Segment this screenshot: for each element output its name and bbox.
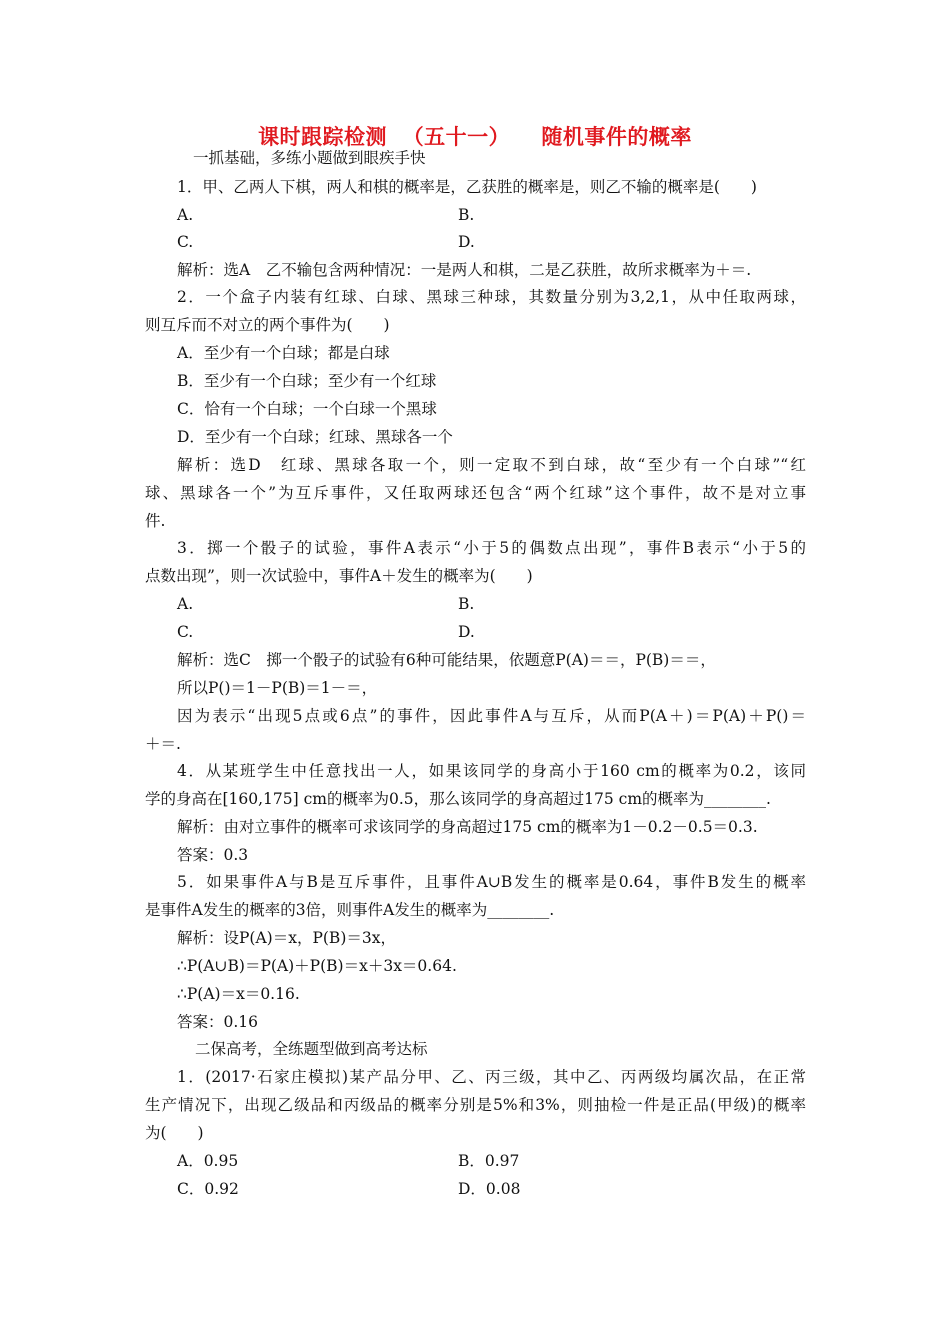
- q3-stem-line1: 3．掷一个骰子的试验，事件A表示“小于5的偶数点出现”，事件B表示“小于5的: [177, 539, 806, 557]
- q2-analysis-line3: 件.: [145, 512, 166, 530]
- q3-analysis-line2: 所以P()＝1－P(B)＝1－＝，: [177, 679, 378, 697]
- p1-option-b: B．0.97: [458, 1152, 520, 1170]
- q3-option-d: D.: [458, 623, 475, 641]
- q2-analysis-line1: 解析：选D 红球、黑球各取一个，则一定取不到白球，故“至少有一个白球”“红: [177, 456, 806, 474]
- p1-stem-line3: 为( ): [145, 1124, 204, 1142]
- q4-stem-line2: 学的身高在[160,175] cm的概率为0.5，那么该同学的身高超过175 cm的概率为________.: [145, 790, 771, 808]
- q1-option-c: C.: [177, 233, 194, 251]
- q3-analysis-line3: 因为表示“出现5点或6点”的事件，因此事件A与互斥，从而P(A＋)＝P(A)＋P()＝: [177, 707, 806, 725]
- p1-option-c: C．0.92: [177, 1180, 239, 1198]
- q1-option-b: B.: [458, 206, 475, 224]
- section-heading-advanced: 二保高考，全练题型做到高考达标: [195, 1040, 428, 1058]
- p1-option-d: D．0.08: [458, 1180, 521, 1198]
- q5-answer: 答案：0.16: [177, 1013, 259, 1031]
- q2-option-c: C．恰有一个白球；一个白球一个黑球: [177, 400, 437, 418]
- q5-stem-line1: 5．如果事件A与B是互斥事件，且事件A∪B发生的概率是0.64，事件B发生的概率: [177, 873, 806, 891]
- q5-analysis-line3: ∴P(A)＝x＝0.16.: [177, 985, 300, 1003]
- q1-option-a: A.: [177, 206, 194, 224]
- p1-option-a: A．0.95: [177, 1152, 239, 1170]
- p1-stem-line1: 1．(2017·石家庄模拟)某产品分甲、乙、丙三级，其中乙、丙两级均属次品，在正常: [177, 1068, 806, 1086]
- q4-stem-line1: 4．从某班学生中任意找出一人，如果该同学的身高小于160 cm的概率为0.2，该同: [177, 762, 806, 780]
- q2-option-d: D．至少有一个白球；红球、黑球各一个: [177, 428, 453, 446]
- q4-answer: 答案：0.3: [177, 846, 249, 864]
- q2-option-a: A．至少有一个白球；都是白球: [177, 344, 390, 362]
- q3-option-a: A.: [177, 595, 194, 613]
- p1-stem-line2: 生产情况下，出现乙级品和丙级品的概率分别是5%和3%，则抽检一件是正品(甲级)的概率: [145, 1096, 806, 1114]
- q3-option-c: C.: [177, 623, 194, 641]
- q3-stem-line2: 点数出现”，则一次试验中，事件A＋发生的概率为( ): [145, 567, 533, 585]
- q5-stem-line2: 是事件A发生的概率的3倍，则事件A发生的概率为________.: [145, 901, 555, 919]
- section-heading-basic: 一抓基础，多练小题做到眼疾手快: [193, 149, 426, 167]
- q2-option-b: B．至少有一个白球；至少有一个红球: [177, 372, 437, 390]
- page-title: 课时跟踪检测 （五十一） 随机事件的概率: [258, 125, 692, 149]
- q1-analysis: 解析：选A 乙不输包含两种情况：一是两人和棋，二是乙获胜，故所求概率为＋＝.: [177, 261, 752, 279]
- q4-analysis: 解析：由对立事件的概率可求该同学的身高超过175 cm的概率为1－0.2－0.5＝0.3.: [177, 818, 758, 836]
- q1-stem: 1．甲、乙两人下棋，两人和棋的概率是，乙获胜的概率是，则乙不输的概率是( ): [177, 178, 757, 196]
- q2-stem-line1: 2．一个盒子内装有红球、白球、黑球三种球，其数量分别为3,2,1，从中任取两球，: [177, 288, 806, 306]
- q3-option-b: B.: [458, 595, 475, 613]
- q2-stem-line2: 则互斥而不对立的两个事件为( ): [145, 316, 390, 334]
- q5-analysis-line1: 解析：设P(A)＝x，P(B)＝3x，: [177, 929, 396, 947]
- q3-analysis-line1: 解析：选C 掷一个骰子的试验有6种可能结果，依题意P(A)＝＝，P(B)＝＝，: [177, 651, 716, 669]
- q5-analysis-line2: ∴P(A∪B)＝P(A)＋P(B)＝x＋3x＝0.64.: [177, 957, 457, 975]
- q3-analysis-line4: ＋＝.: [145, 735, 181, 753]
- q1-option-d: D.: [458, 233, 475, 251]
- q2-analysis-line2: 球、黑球各一个”为互斥事件，又任取两球还包含“两个红球”这个事件，故不是对立事: [145, 484, 806, 502]
